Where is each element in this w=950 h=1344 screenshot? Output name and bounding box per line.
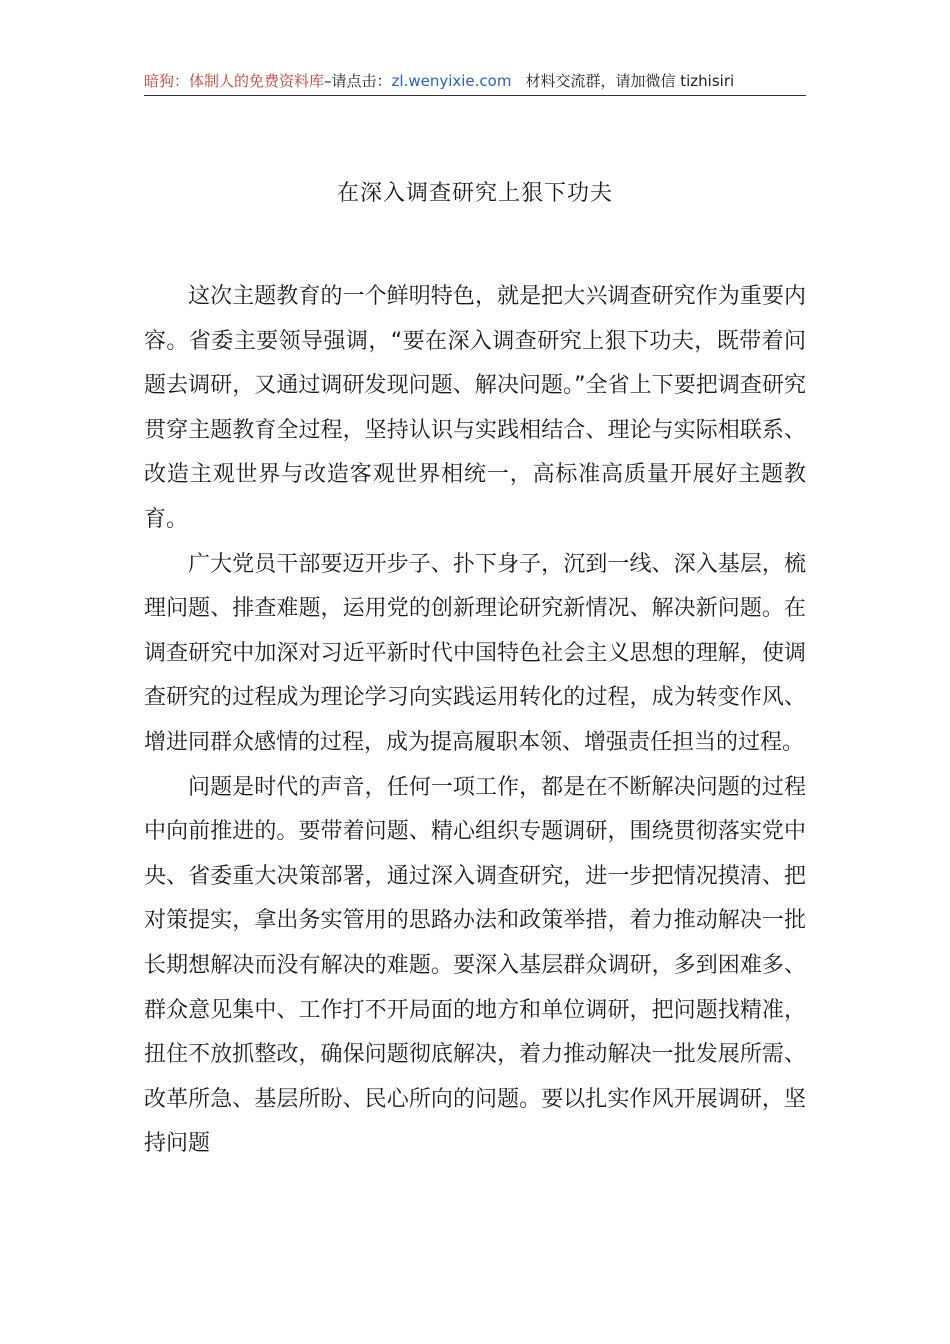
paragraph-3: 问题是时代的声音，任何一项工作，都是在不断解决问题的过程中向前推进的。要带着问题、精心组织专题调研，围绕贯彻落实党中央、省委重大决策部署，通过深入调查研究，进一步把情况摸清、把对策提实，拿出务实管用的思路办法和政策举措，着力推动解决一批长期想解决而没有解决的难题。要深入基层群众调研，多到困难多、群众意见集中、工作打不开局面的地方和单位调研，把问题找精准，扭住不放抓整改，确保问题彻底解决，着力推动解决一批发展所需、改革所急、基层所盼、民心所向的问题。要以扎实作风开展调研，坚持问题 xyxy=(144,774,806,1157)
paragraph-1: 这次主题教育的一个鲜明特色，就是把大兴调查研究作为重要内容。省委主要领导强调，“要在深入调查研究上狠下功夫，既带着问题去调研，又通过调研发现问题、解决问题。”全省上下要把调查研究贯穿主题教育全过程，坚持认识与实践相结合、理论与实际相联系、改造主观世界与改造客观世界相统一，高标准高质量开展好主题教育。 xyxy=(144,284,806,532)
header-brand-link[interactable]: 暗狗：体制人的免费资料库 xyxy=(144,72,325,90)
header-divider xyxy=(144,95,806,96)
header-url-link[interactable]: zl.wenyixie.com xyxy=(391,72,512,90)
paragraph-2: 广大党员干部要迈开步子、扑下身子，沉到一线、深入基层，梳理问题、排查难题，运用党的创新理论研究新情况、解决新问题。在调查研究中加深对习近平新时代中国特色社会主义思想的理解，使调查研究的过程成为理论学习向实践运用转化的过程，成为转变作风、增进同群众感情的过程，成为提高履职本领、增强责任担当的过程。 xyxy=(144,551,806,755)
document-title: 在深入调查研究上狠下功夫 xyxy=(336,181,613,206)
page-header xyxy=(144,68,806,94)
header-contact: 材料交流群，请加微信 tizhisiri xyxy=(525,72,735,90)
header-prompt: –请点击： xyxy=(324,72,392,90)
document-body xyxy=(144,275,806,1167)
